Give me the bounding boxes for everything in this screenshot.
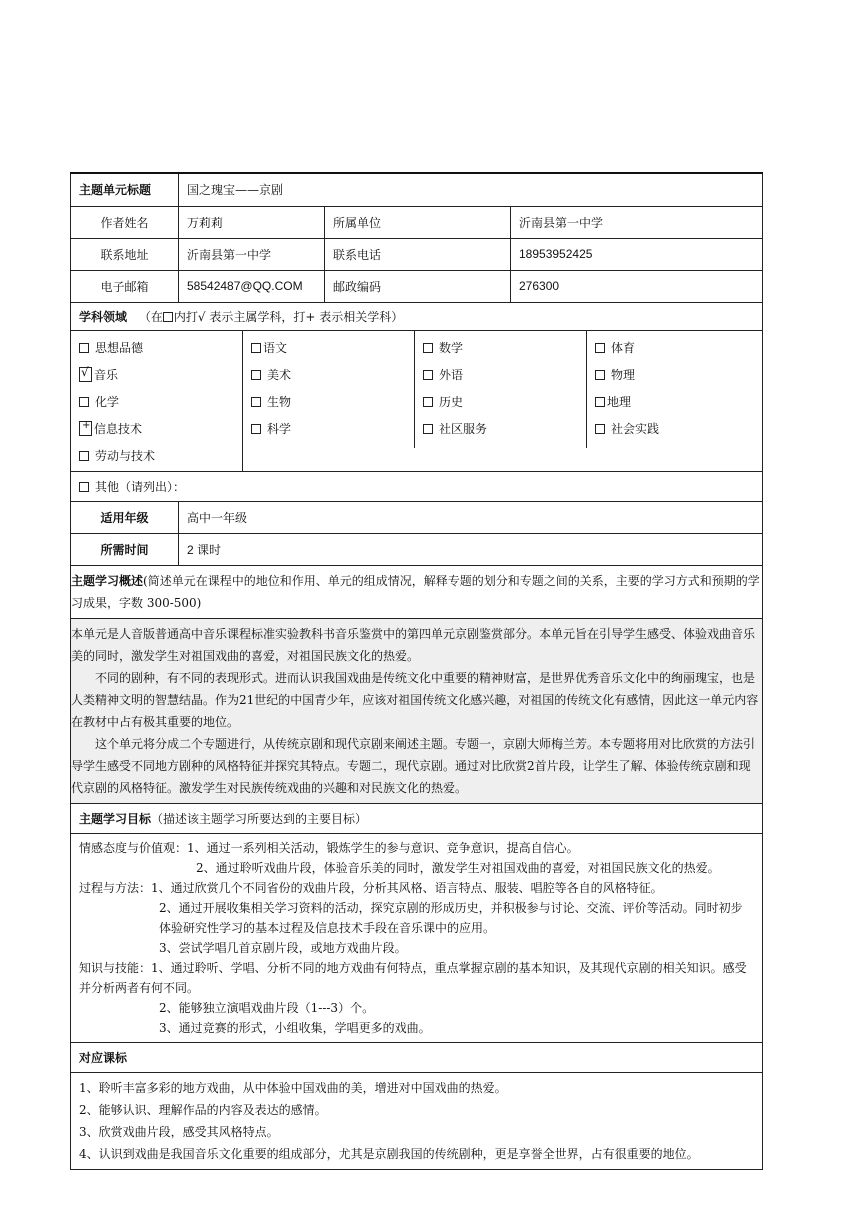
checkbox-icon[interactable] bbox=[595, 370, 605, 380]
standards-body bbox=[71, 1072, 763, 1169]
checkbox-icon[interactable] bbox=[251, 343, 261, 353]
checkbox-icon[interactable] bbox=[79, 343, 89, 353]
checkbox-icon[interactable] bbox=[79, 451, 89, 461]
subject-item-history[interactable]: 历史 bbox=[423, 389, 586, 416]
goal-line: 2、能够独立演唱戏曲片段（1---3）个。 bbox=[159, 1000, 375, 1015]
standard-item: 1、聆听丰富多彩的地方戏曲，从中体验中国戏曲的美，增进对中国戏曲的热爱。 bbox=[79, 1080, 507, 1095]
overview-hint: (简述单元在课程中的地位和作用、单元的组成情况，解释专题的划分和专题之间的关系，主要的学习方式和预期的学习成果，字数 300-500) bbox=[71, 573, 760, 610]
lesson-plan-form bbox=[70, 172, 762, 1170]
subject-item-labor[interactable]: 劳动与技术 bbox=[79, 443, 242, 470]
subject-grid bbox=[71, 331, 762, 471]
other-subject-label: 其他（请列出）： bbox=[95, 479, 186, 494]
subject-note-post: 内打√ 表示主属学科，打+ 表示相关学科） bbox=[173, 309, 404, 324]
email-label: 电子邮箱 bbox=[71, 270, 179, 302]
checkbox-icon[interactable] bbox=[251, 397, 261, 407]
checkbox-icon[interactable] bbox=[251, 370, 261, 380]
unit-title-value: 国之瑰宝——京剧 bbox=[179, 173, 763, 206]
goal-line: 3、尝试学唱几首京剧片段，或地方戏曲片段。 bbox=[159, 940, 407, 955]
checkbox-icon[interactable] bbox=[423, 424, 433, 434]
checkbox-icon bbox=[163, 312, 173, 322]
overview-label: 主题学习概述 bbox=[71, 573, 144, 588]
goals-header bbox=[71, 803, 763, 833]
org-label: 所属单位 bbox=[325, 206, 511, 238]
checkbox-checked-icon[interactable]: √ bbox=[79, 367, 92, 382]
checkbox-icon[interactable] bbox=[595, 397, 605, 407]
checkbox-icon[interactable] bbox=[423, 397, 433, 407]
form-table bbox=[70, 172, 763, 1170]
goals-hint: （描述该主题学习所要达到的主要目标） bbox=[151, 811, 368, 826]
subject-col-1 bbox=[71, 331, 243, 471]
checkbox-icon[interactable] bbox=[595, 343, 605, 353]
overview-paragraph-1: 本单元是人音版普通高中音乐课程标准实验教科书音乐鉴赏中的第四单元京剧鉴赏部分。本单元旨在引导学生感受、体验戏曲音乐美的同时，激发学生对祖国戏曲的喜爱，对祖国民族文化的热爱。 bbox=[71, 626, 756, 663]
email-value: 58542487@QQ.COM bbox=[179, 270, 325, 302]
checkbox-icon[interactable] bbox=[595, 424, 605, 434]
subject-item-geography[interactable]: 地理 bbox=[595, 389, 745, 416]
subject-item-chemistry[interactable]: 化学 bbox=[79, 389, 242, 416]
author-label: 作者姓名 bbox=[71, 206, 179, 238]
subject-item-music[interactable]: √ 音乐 bbox=[81, 364, 119, 382]
goals-body bbox=[71, 833, 763, 1042]
checkbox-icon[interactable] bbox=[79, 482, 89, 492]
zip-value: 276300 bbox=[511, 270, 763, 302]
subject-item-it[interactable]: + 信息技术 bbox=[79, 416, 242, 443]
subject-item-science[interactable]: 科学 bbox=[251, 416, 414, 443]
phone-value: 18953952425 bbox=[511, 238, 763, 270]
subject-item-chinese[interactable]: 语文 bbox=[251, 335, 414, 362]
subject-item-pe[interactable]: 体育 bbox=[595, 335, 745, 362]
time-value: 2 课时 bbox=[179, 533, 763, 565]
goal-line: 过程与方法：1、通过欣赏几个不同省份的戏曲片段，分析其风格、语言特点、服装、唱腔等各自的风格特征。 bbox=[79, 880, 663, 895]
grade-label: 适用年级 bbox=[71, 501, 179, 533]
address-label: 联系地址 bbox=[71, 238, 179, 270]
overview-paragraph-2: 不同的剧种，有不同的表现形式。进而认识我国戏曲是传统文化中重要的精神财富，是世界优秀音乐文化中的绚丽瑰宝，也是人类精神文明的智慧结晶。作为21世纪的中国青少年，应该对祖国传统文化感兴趣，对祖国的传统文化有感情，因此这一单元内容在教材中占有极其重要的地位。 bbox=[71, 670, 759, 729]
subject-col-3 bbox=[415, 331, 587, 448]
checkbox-icon[interactable] bbox=[423, 370, 433, 380]
subject-item-biology[interactable]: 生物 bbox=[251, 389, 414, 416]
subject-item-physics[interactable]: 物理 bbox=[595, 362, 745, 389]
subject-note-pre: （在 bbox=[138, 309, 163, 324]
checkbox-plus-icon[interactable]: + bbox=[79, 421, 92, 436]
other-subject-row[interactable] bbox=[71, 471, 763, 501]
phone-label: 联系电话 bbox=[325, 238, 511, 270]
subject-item-social-practice[interactable]: 社会实践 bbox=[595, 416, 745, 443]
subject-label: 学科领域 bbox=[79, 309, 128, 324]
subject-item-community[interactable]: 社区服务 bbox=[423, 416, 586, 443]
subject-col-4 bbox=[587, 331, 745, 448]
org-value: 沂南县第一中学 bbox=[511, 206, 763, 238]
goal-line: 3、通过竞赛的形式，小组收集，学唱更多的戏曲。 bbox=[159, 1020, 431, 1035]
address-value: 沂南县第一中学 bbox=[179, 238, 325, 270]
overview-body bbox=[71, 618, 763, 803]
grade-value: 高中一年级 bbox=[179, 501, 763, 533]
subject-header bbox=[71, 302, 763, 330]
overview-paragraph-3: 这个单元将分成二个专题进行，从传统京剧和现代京剧来阐述主题。专题一，京剧大师梅兰芳。本专题将用对比欣赏的方法引导学生感受不同地方剧种的风格特征并探究其特点。专题二，现代京剧。通过对比欣赏2首片段，让学生了解、体验传统京剧和现代京剧的风格特征。激发学生对民族传统戏曲的兴趣和对民族文化的热爱。 bbox=[71, 736, 756, 795]
unit-title-label: 主题单元标题 bbox=[71, 173, 179, 206]
checkbox-icon[interactable] bbox=[251, 424, 261, 434]
standard-item: 2、能够认识、理解作品的内容及表达的感情。 bbox=[79, 1102, 327, 1117]
subject-item-art[interactable]: 美术 bbox=[251, 362, 414, 389]
standard-item: 3、欣赏戏曲片段，感受其风格特点。 bbox=[79, 1124, 279, 1139]
subject-grid-cell bbox=[71, 330, 763, 471]
time-label: 所需时间 bbox=[71, 533, 179, 565]
goal-line: 2、通过开展收集相关学习资料的活动，探究京剧的形成历史，并积极参与讨论、交流、评价等活动。同时初步体验研究性学习的基本过程及信息技术手段在音乐课中的应用。 bbox=[159, 900, 743, 935]
author-value: 万莉莉 bbox=[179, 206, 325, 238]
zip-label: 邮政编码 bbox=[325, 270, 511, 302]
checkbox-icon[interactable] bbox=[423, 343, 433, 353]
goals-label: 主题学习目标 bbox=[79, 811, 152, 826]
standards-label: 对应课标 bbox=[71, 1042, 763, 1072]
overview-header bbox=[71, 565, 763, 618]
subject-item-math[interactable]: 数学 bbox=[423, 335, 586, 362]
subject-col-2 bbox=[243, 331, 415, 448]
subject-item-foreign-lang[interactable]: 外语 bbox=[423, 362, 586, 389]
subject-item-ideology[interactable]: 思想品德 bbox=[79, 335, 242, 362]
goal-line: 情感态度与价值观：1、通过一系列相关活动，锻炼学生的参与意识、竞争意识，提高自信心。 bbox=[79, 840, 579, 855]
checkbox-icon[interactable] bbox=[79, 397, 89, 407]
goal-line: 知识与技能：1、通过聆听、学唱、分析不同的地方戏曲有何特点，重点掌握京剧的基本知识，及其现代京剧的相关知识。感受并分析两者有何不同。 bbox=[79, 960, 747, 995]
goal-line: 2、通过聆听戏曲片段，体验音乐美的同时，激发学生对祖国戏曲的喜爱，对祖国民族文化的热爱。 bbox=[196, 860, 720, 875]
standard-item: 4、认识到戏曲是我国音乐文化重要的组成部分，尤其是京剧我国的传统剧种，更是享誉全世界，占有很重要的地位。 bbox=[79, 1146, 699, 1161]
